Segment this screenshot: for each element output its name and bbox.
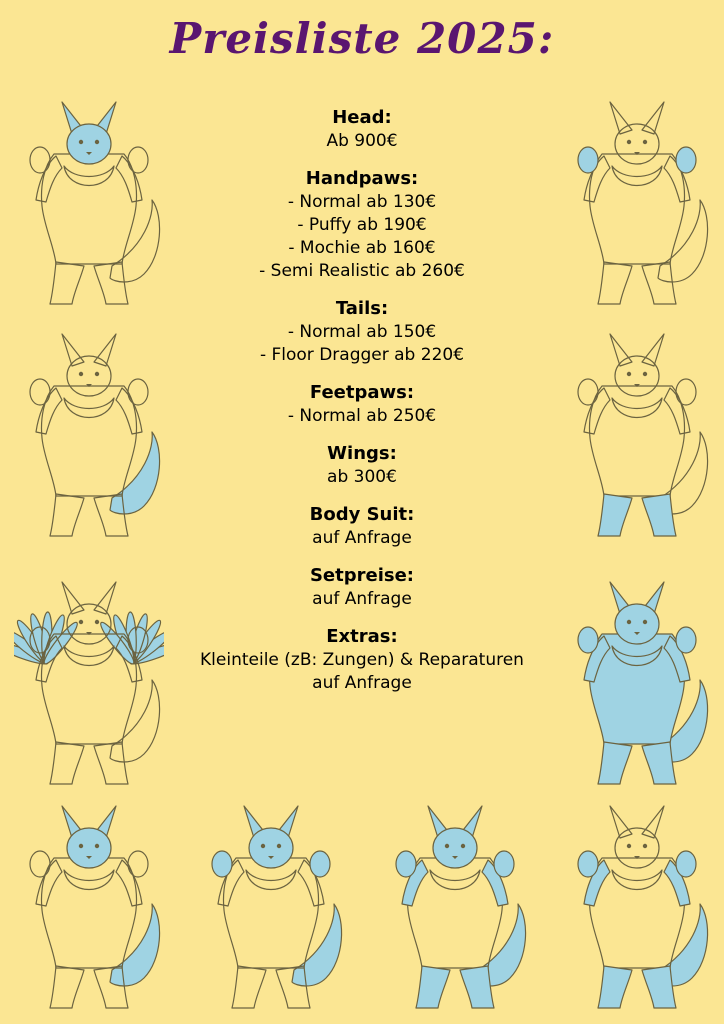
section-heading: Wings: (327, 443, 397, 464)
price-line: auf Anfrage (312, 589, 412, 609)
price-line: - Normal ab 150€ (287, 322, 437, 342)
fox-figure-tail-icon (14, 328, 164, 546)
fox-figure-set-head-paws-tail-icon (196, 800, 346, 1018)
section-wings (160, 442, 564, 489)
section-head (160, 106, 564, 153)
section-tails (160, 297, 564, 367)
section-heading: Body Suit: (309, 504, 415, 525)
section-feetpaws (160, 381, 564, 428)
price-line: - Puffy ab 190€ (297, 215, 427, 235)
price-list (160, 106, 564, 709)
section-heading: Feetpaws: (309, 382, 415, 403)
price-line: ab 300€ (327, 467, 397, 487)
fox-figure-set-head-tail-icon (14, 800, 164, 1018)
section-setpreise (160, 564, 564, 611)
fox-figure-wings-icon (14, 576, 164, 794)
section-handpaws (160, 167, 564, 283)
section-heading: Extras: (326, 626, 398, 647)
section-extras (160, 625, 564, 695)
page-title: Preisliste 2025: (169, 14, 555, 63)
price-line: auf Anfrage (312, 528, 412, 548)
price-line: - Floor Dragger ab 220€ (259, 345, 465, 365)
fox-figure-bodysuit-icon (562, 576, 712, 794)
price-line: - Normal ab 250€ (287, 406, 437, 426)
price-line: - Mochie ab 160€ (288, 238, 436, 258)
section-heading: Setpreise: (309, 565, 415, 586)
section-heading: Tails: (335, 298, 389, 319)
fox-figure-set-body-feet-icon (562, 800, 712, 1018)
fox-figure-head-icon (14, 96, 164, 314)
fox-figure-feetpaws-icon (562, 328, 712, 546)
price-line: - Semi Realistic ab 260€ (259, 261, 465, 281)
fox-figure-handpaws-icon (562, 96, 712, 314)
price-line: Ab 900€ (326, 131, 398, 151)
section-heading: Head: (332, 107, 392, 128)
price-line: Kleinteile (zB: Zungen) & Reparaturen (200, 650, 524, 670)
section-bodysuit (160, 503, 564, 550)
section-heading: Handpaws: (305, 168, 419, 189)
price-line: - Normal ab 130€ (287, 192, 437, 212)
fox-figure-set-fullsuit-icon (380, 800, 530, 1018)
price-line: auf Anfrage (312, 673, 412, 693)
